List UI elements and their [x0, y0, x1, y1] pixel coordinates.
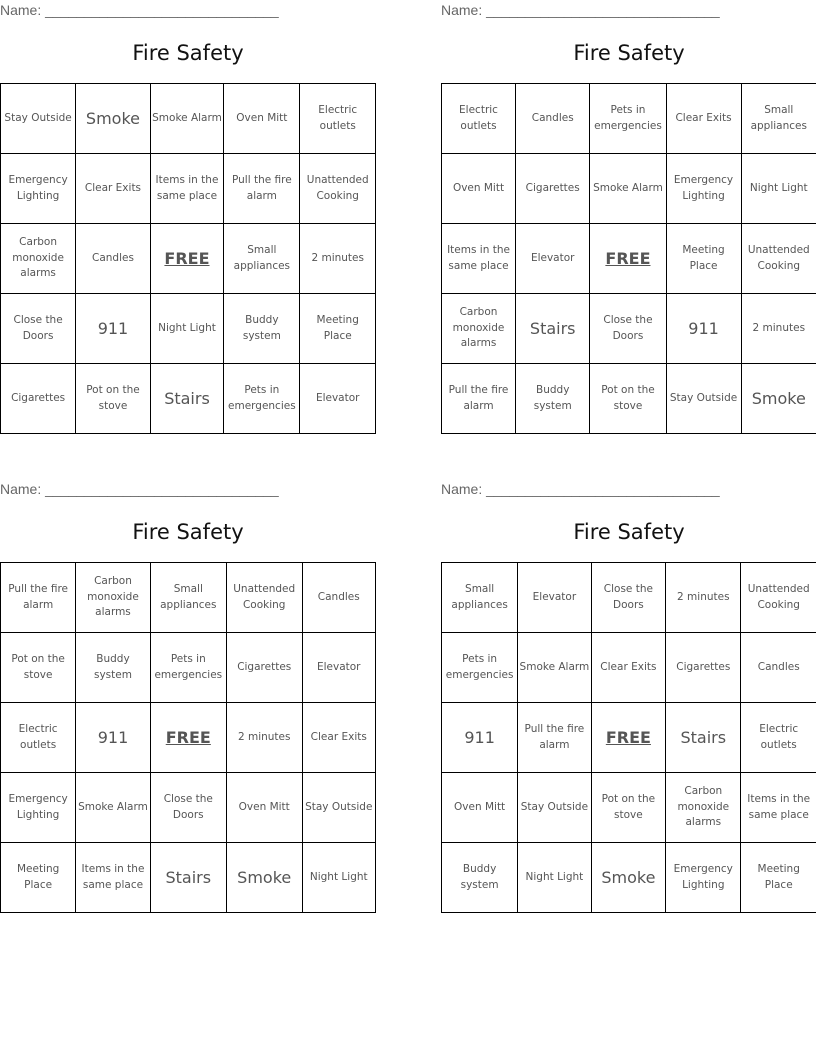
bingo-cell[interactable]: Night Light [518, 843, 591, 913]
bingo-cell[interactable]: Pull the fire alarm [1, 563, 76, 633]
bingo-cell[interactable]: Cigarettes [666, 633, 741, 703]
bingo-cell[interactable]: Unattended Cooking [741, 563, 816, 633]
bingo-cell[interactable]: 911 [76, 703, 150, 773]
bingo-cell[interactable]: Stairs [150, 843, 226, 913]
bingo-cell[interactable]: Pot on the stove [1, 633, 76, 703]
bingo-cell[interactable]: Carbon monoxide alarms [1, 224, 76, 294]
bingo-cell[interactable]: Electric outlets [300, 84, 376, 154]
bingo-cell[interactable]: Cigarettes [1, 364, 76, 434]
grid-row [442, 703, 816, 773]
bingo-cell[interactable]: 2 minutes [666, 563, 741, 633]
bingo-cell[interactable]: Pull the fire alarm [442, 364, 516, 434]
bingo-cell[interactable]: Meeting Place [666, 224, 741, 294]
bingo-cell[interactable]: Emergency Lighting [1, 773, 76, 843]
bingo-cell[interactable]: Buddy system [442, 843, 518, 913]
bingo-cell[interactable]: Elevator [516, 224, 590, 294]
grid-row [442, 633, 816, 703]
bingo-cell[interactable]: Smoke Alarm [76, 773, 150, 843]
bingo-cell[interactable]: Elevator [518, 563, 591, 633]
bingo-cell[interactable]: Pets in emergencies [150, 633, 226, 703]
bingo-cell[interactable]: Smoke Alarm [590, 154, 666, 224]
bingo-cell[interactable]: Items in the same place [76, 843, 150, 913]
bingo-cell[interactable]: Elevator [300, 364, 376, 434]
bingo-grid [0, 83, 376, 434]
bingo-cell[interactable]: Stay Outside [666, 364, 741, 434]
bingo-cell[interactable]: 911 [442, 703, 518, 773]
bingo-cell[interactable]: Stay Outside [518, 773, 591, 843]
bingo-cell[interactable]: Night Light [741, 154, 816, 224]
bingo-cell[interactable]: Buddy system [516, 364, 590, 434]
bingo-cell[interactable]: Carbon monoxide alarms [76, 563, 150, 633]
bingo-cell[interactable]: Close the Doors [590, 294, 666, 364]
grid-row [1, 773, 376, 843]
grid-row [1, 843, 376, 913]
bingo-cell[interactable]: Smoke [741, 364, 816, 434]
name-field[interactable]: Name: ______________________________ [0, 481, 279, 497]
bingo-cell[interactable]: 2 minutes [300, 224, 376, 294]
card-title: Fire Safety [132, 520, 244, 544]
bingo-cell[interactable]: Stairs [666, 703, 741, 773]
bingo-cell[interactable]: Close the Doors [150, 773, 226, 843]
bingo-cell[interactable]: Close the Doors [591, 563, 666, 633]
bingo-cell[interactable]: Items in the same place [741, 773, 816, 843]
bingo-cell[interactable]: Pot on the stove [590, 364, 666, 434]
grid-row [442, 294, 816, 364]
bingo-cell[interactable]: Meeting Place [1, 843, 76, 913]
card-title: Fire Safety [573, 41, 685, 65]
bingo-cell[interactable]: Carbon monoxide alarms [666, 773, 741, 843]
bingo-cell[interactable]: Oven Mitt [224, 84, 300, 154]
bingo-cell[interactable]: Candles [76, 224, 151, 294]
bingo-cell[interactable]: Meeting Place [300, 294, 376, 364]
grid-row [442, 843, 816, 913]
bingo-cell[interactable]: Items in the same place [442, 224, 516, 294]
bingo-cell[interactable]: Unattended Cooking [226, 563, 302, 633]
grid-row [1, 224, 376, 294]
bingo-cell[interactable]: Clear Exits [666, 84, 741, 154]
grid-row [442, 224, 816, 294]
bingo-cell[interactable]: Candles [302, 563, 375, 633]
bingo-cell[interactable]: Stairs [150, 364, 224, 434]
free-space-cell[interactable]: FREE [591, 703, 666, 773]
name-field[interactable]: Name: ______________________________ [0, 2, 279, 18]
bingo-grid [0, 562, 376, 913]
bingo-cell[interactable]: Small appliances [224, 224, 300, 294]
grid-row [1, 294, 376, 364]
bingo-cell[interactable]: Smoke [226, 843, 302, 913]
bingo-cell[interactable]: Pull the fire alarm [224, 154, 300, 224]
bingo-cell[interactable]: Oven Mitt [442, 154, 516, 224]
bingo-cell[interactable]: Meeting Place [741, 843, 816, 913]
grid-row [442, 563, 816, 633]
bingo-cell[interactable]: Candles [741, 633, 816, 703]
bingo-cell[interactable]: Carbon monoxide alarms [442, 294, 516, 364]
bingo-cell[interactable]: Pot on the stove [76, 364, 151, 434]
bingo-cell[interactable]: Small appliances [741, 84, 816, 154]
bingo-grid [441, 83, 816, 434]
bingo-cell[interactable]: Stairs [516, 294, 590, 364]
grid-row [442, 364, 816, 434]
bingo-cell[interactable]: Smoke Alarm [518, 633, 591, 703]
grid-row [442, 773, 816, 843]
bingo-cell[interactable]: Elevator [302, 633, 375, 703]
grid-row [442, 84, 816, 154]
free-space-cell[interactable]: FREE [150, 703, 226, 773]
card-title: Fire Safety [573, 520, 685, 544]
grid-row [1, 563, 376, 633]
name-field[interactable]: Name: ______________________________ [441, 2, 720, 18]
grid-row [442, 154, 816, 224]
bingo-cell[interactable]: Clear Exits [76, 154, 151, 224]
bingo-cell[interactable]: Stay Outside [1, 84, 76, 154]
bingo-cell[interactable]: Night Light [150, 294, 224, 364]
bingo-cell[interactable]: Pets in emergencies [590, 84, 666, 154]
bingo-cell[interactable]: Emergency Lighting [666, 154, 741, 224]
bingo-cell[interactable]: Electric outlets [1, 703, 76, 773]
bingo-cell[interactable]: Cigarettes [226, 633, 302, 703]
bingo-cell[interactable]: Buddy system [224, 294, 300, 364]
grid-row [1, 703, 376, 773]
bingo-cell[interactable]: 911 [76, 294, 151, 364]
bingo-cell[interactable]: Oven Mitt [226, 773, 302, 843]
bingo-cell[interactable]: Oven Mitt [442, 773, 518, 843]
bingo-cell[interactable]: 2 minutes [741, 294, 816, 364]
bingo-cell[interactable]: Items in the same place [150, 154, 224, 224]
bingo-grid [441, 562, 816, 913]
bingo-cell[interactable]: Small appliances [442, 563, 518, 633]
bingo-cell[interactable]: Night Light [302, 843, 375, 913]
bingo-cell[interactable]: Cigarettes [516, 154, 590, 224]
bingo-cell[interactable]: Unattended Cooking [741, 224, 816, 294]
bingo-cell[interactable]: Electric outlets [741, 703, 816, 773]
name-field[interactable]: Name: ______________________________ [441, 481, 720, 497]
bingo-cell[interactable]: Pot on the stove [591, 773, 666, 843]
bingo-cell[interactable]: Close the Doors [1, 294, 76, 364]
bingo-cell[interactable]: Smoke [591, 843, 666, 913]
bingo-cell[interactable]: 2 minutes [226, 703, 302, 773]
bingo-cell[interactable]: Electric outlets [442, 84, 516, 154]
bingo-cell[interactable]: Clear Exits [302, 703, 375, 773]
bingo-cell[interactable]: Pull the fire alarm [518, 703, 591, 773]
bingo-cell[interactable]: Pets in emergencies [442, 633, 518, 703]
bingo-cell[interactable]: Unattended Cooking [300, 154, 376, 224]
bingo-cell[interactable]: Smoke [76, 84, 151, 154]
grid-row [1, 633, 376, 703]
bingo-cell[interactable]: Emergency Lighting [1, 154, 76, 224]
bingo-cell[interactable]: 911 [666, 294, 741, 364]
grid-row [1, 84, 376, 154]
bingo-cell[interactable]: Emergency Lighting [666, 843, 741, 913]
bingo-cell[interactable]: Buddy system [76, 633, 150, 703]
bingo-cell[interactable]: Candles [516, 84, 590, 154]
free-space-cell[interactable]: FREE [590, 224, 666, 294]
bingo-cell[interactable]: Pets in emergencies [224, 364, 300, 434]
bingo-cell[interactable]: Smoke Alarm [150, 84, 224, 154]
card-title: Fire Safety [132, 41, 244, 65]
free-space-cell[interactable]: FREE [150, 224, 224, 294]
bingo-cell[interactable]: Clear Exits [591, 633, 666, 703]
bingo-cell[interactable]: Stay Outside [302, 773, 375, 843]
grid-row [1, 364, 376, 434]
grid-row [1, 154, 376, 224]
bingo-cell[interactable]: Small appliances [150, 563, 226, 633]
